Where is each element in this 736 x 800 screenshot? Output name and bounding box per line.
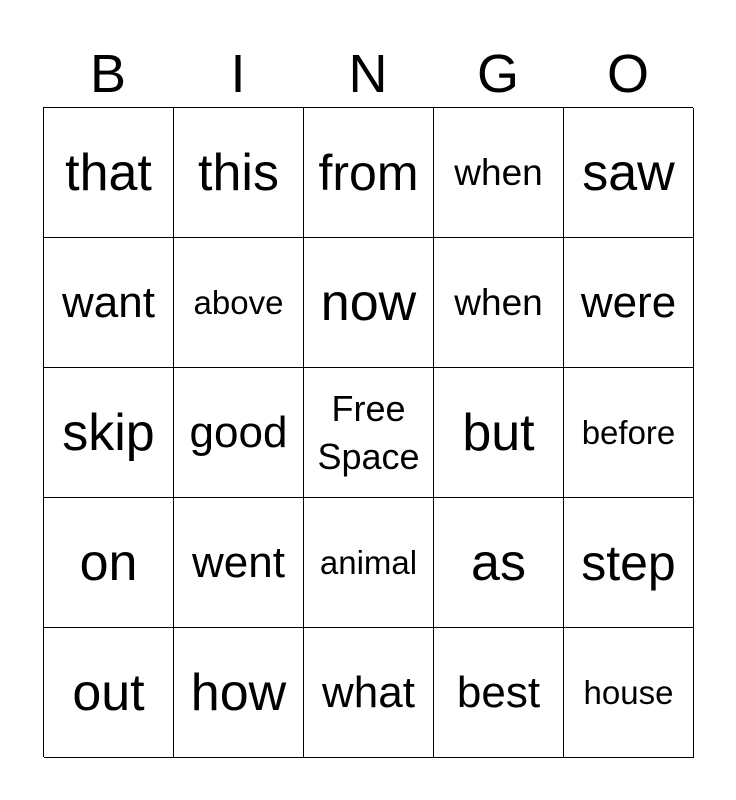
cell-word: this	[198, 143, 279, 202]
bingo-cell[interactable]	[44, 108, 174, 238]
cell-word: house	[583, 673, 674, 711]
header-letter-o: O	[606, 44, 649, 104]
bingo-cell[interactable]	[44, 238, 174, 368]
cell-word: when	[454, 281, 543, 323]
cell-word: above	[193, 283, 284, 321]
bingo-cell[interactable]	[564, 368, 694, 498]
bingo-cell[interactable]	[44, 628, 174, 758]
bingo-cell[interactable]	[44, 498, 174, 628]
bingo-cell[interactable]	[174, 368, 304, 498]
bingo-cell[interactable]	[434, 368, 564, 498]
bingo-header	[43, 42, 693, 106]
cell-word: want	[62, 277, 155, 327]
bingo-cell[interactable]	[304, 238, 434, 368]
cell-word: what	[322, 667, 415, 717]
bingo-cell[interactable]	[564, 628, 694, 758]
bingo-board	[43, 107, 693, 757]
cell-word: now	[320, 273, 417, 332]
free-space-cell[interactable]	[304, 368, 434, 498]
cell-word: when	[454, 151, 543, 193]
cell-word: went	[192, 537, 285, 587]
bingo-cell[interactable]	[174, 108, 304, 238]
bingo-cell[interactable]	[44, 368, 174, 498]
cell-word: skip	[62, 403, 155, 462]
bingo-cell[interactable]	[434, 108, 564, 238]
header-letter-n: N	[348, 44, 388, 104]
cell-word: that	[65, 143, 152, 202]
header-letter-i: I	[230, 44, 246, 104]
cell-word: but	[462, 403, 535, 462]
cell-word: on	[79, 533, 138, 592]
header-letter-b: B	[89, 44, 127, 104]
header-letter-g: G	[476, 44, 519, 104]
cell-word: from	[318, 144, 419, 201]
cell-word: before	[581, 413, 676, 451]
cell-word: as	[471, 533, 526, 592]
bingo-cell[interactable]	[434, 628, 564, 758]
bingo-cell[interactable]	[304, 498, 434, 628]
bingo-cell[interactable]	[564, 108, 694, 238]
cell-word: animal	[319, 543, 418, 581]
cell-word: best	[456, 667, 541, 717]
bingo-cell[interactable]	[304, 108, 434, 238]
cell-word: good	[189, 407, 288, 457]
bingo-cell[interactable]	[304, 628, 434, 758]
cell-word: were	[580, 277, 677, 327]
free-space-label: Free Space	[317, 387, 420, 477]
bingo-cell[interactable]	[564, 498, 694, 628]
bingo-cell[interactable]	[174, 238, 304, 368]
bingo-cell[interactable]	[174, 498, 304, 628]
cell-word: how	[190, 663, 287, 722]
cell-word: saw	[582, 143, 675, 202]
cell-word: out	[72, 663, 145, 722]
bingo-cell[interactable]	[564, 238, 694, 368]
bingo-cell[interactable]	[434, 238, 564, 368]
bingo-cell[interactable]	[434, 498, 564, 628]
bingo-cell[interactable]	[174, 628, 304, 758]
cell-word: step	[581, 534, 676, 591]
